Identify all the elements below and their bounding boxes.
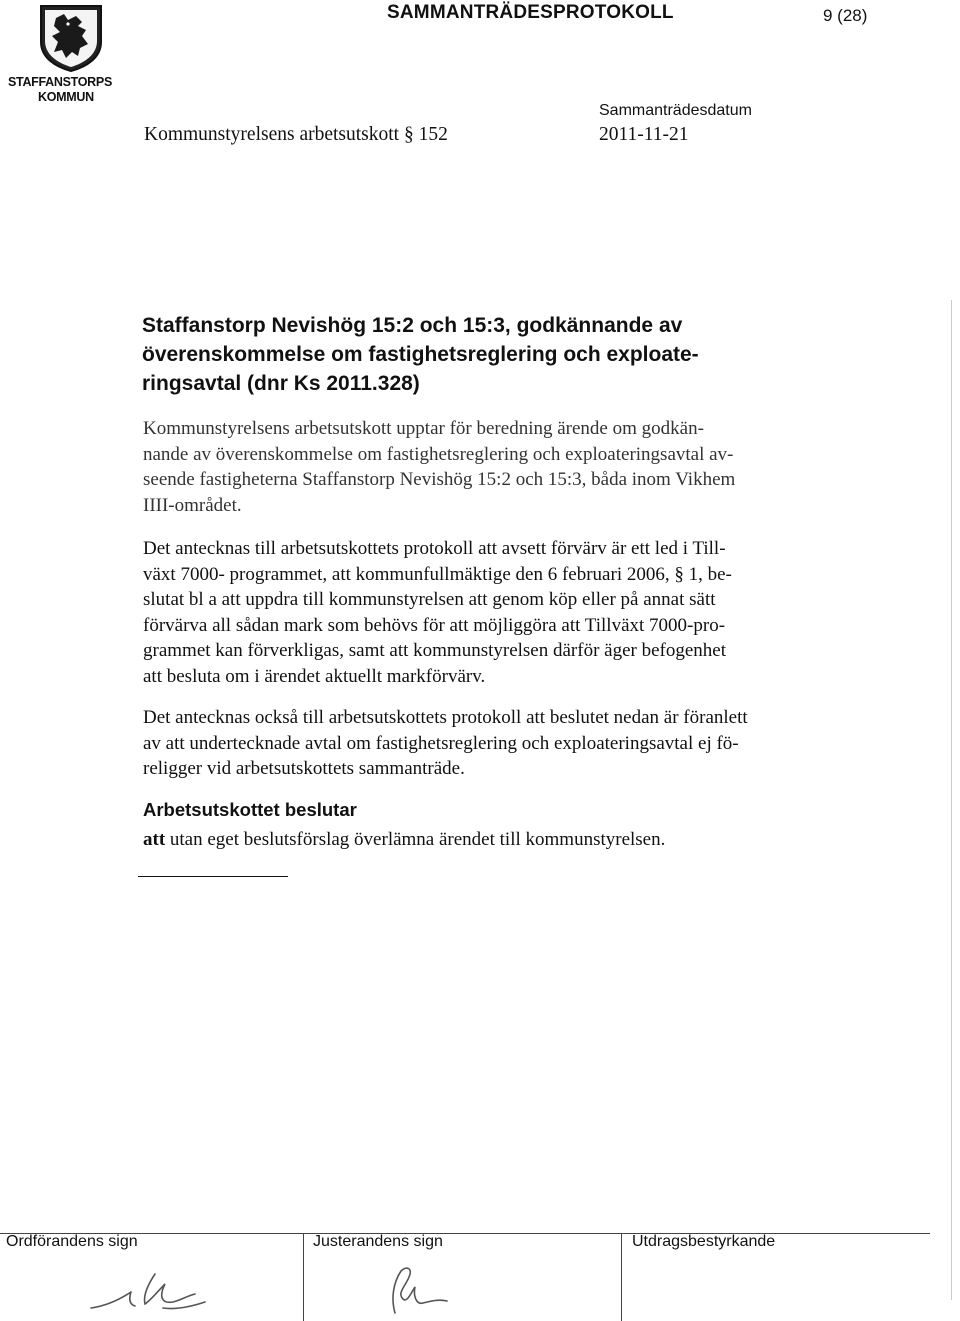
- paragraph-line: växt 7000- programmet, att kommunfullmäktige den 6 februari 2006, § 1, be-: [143, 563, 732, 585]
- meeting-date: 2011-11-21: [599, 124, 689, 145]
- paragraph-line: slutat bl a att uppdra till kommunstyrelsen att genom köp eller på annat sätt: [143, 589, 716, 610]
- paragraph-line: religger vid arbetsutskottets sammanträde.: [143, 758, 465, 779]
- logo-text: [8, 75, 138, 105]
- page-number: 9 (28): [823, 6, 868, 25]
- paragraph-line: Det antecknas till arbetsutskottets protokoll att avsett förvärv är ett led i Till-: [143, 538, 726, 559]
- committee-section-ref: Kommunstyrelsens arbetsutskott § 152: [144, 124, 448, 145]
- paragraph-line: förvärva all sådan mark som behövs för att möjliggöra att Tillväxt 7000-pro-: [143, 614, 726, 636]
- meeting-date-label: Sammanträdesdatum: [599, 102, 752, 119]
- adjuster-sign-label: Justerandens sign: [313, 1233, 443, 1250]
- griffin-coat-of-arms-icon: [38, 4, 104, 72]
- paragraph-line: grammet kan förverkligas, samt att kommunstyrelsen därför äger befogenhet: [143, 640, 726, 661]
- footer-column-divider: [303, 1233, 304, 1321]
- page-edge-line: [951, 300, 952, 1300]
- adjuster-signature: [383, 1263, 463, 1318]
- paragraph-background: [143, 536, 843, 689]
- document-title: SAMMANTRÄDESPROTOKOLL: [387, 2, 674, 23]
- paragraph-line: Det antecknas också till arbetsutskottets protokoll att beslutet nedan är föranlett: [143, 707, 748, 728]
- logo-line-1: STAFFANSTORPS: [8, 75, 112, 89]
- paragraph-line: IIII-området.: [143, 494, 242, 516]
- decision-heading: Arbetsutskottet beslutar: [143, 799, 357, 820]
- paragraph-intro: [143, 416, 843, 518]
- heading-line: Staffanstorp Nevishög 15:2 och 15:3, godkännande av: [142, 314, 683, 337]
- paragraph-line: att besluta om i ärendet aktuellt markförvärv.: [143, 665, 486, 687]
- decision-body: utan eget beslutsförslag överlämna ärendet till kommunstyrelsen.: [165, 829, 666, 850]
- heading-line: överenskommelse om fastighetsreglering och exploate-: [142, 343, 699, 366]
- decision-text: [143, 829, 665, 851]
- matter-heading: [142, 311, 782, 398]
- chair-signature: [85, 1266, 215, 1316]
- end-rule: [138, 876, 288, 877]
- paragraph-note: [143, 705, 843, 782]
- certifier-label: Utdragsbestyrkande: [632, 1233, 776, 1250]
- chair-sign-label: Ordförandens sign: [6, 1233, 138, 1250]
- decision-att: att: [143, 829, 166, 850]
- paragraph-line: av att undertecknade avtal om fastighetsreglering och exploateringsavtal ej fö-: [143, 732, 739, 754]
- paragraph-line: nande av överenskommelse om fastighetsreglering och exploateringsavtal av-: [143, 443, 734, 465]
- paragraph-line: seende fastigheterna Staffanstorp Nevishög 15:2 och 15:3, båda inom Vikhem: [143, 469, 736, 490]
- footer-column-divider: [621, 1233, 622, 1321]
- logo-line-2: KOMMUN: [38, 90, 94, 104]
- paragraph-line: Kommunstyrelsens arbetsutskott upptar för beredning ärende om godkän-: [143, 418, 704, 439]
- heading-line: ringsavtal (dnr Ks 2011.328): [142, 372, 420, 395]
- signature-footer: [0, 1218, 960, 1321]
- footer-divider: [0, 1233, 930, 1234]
